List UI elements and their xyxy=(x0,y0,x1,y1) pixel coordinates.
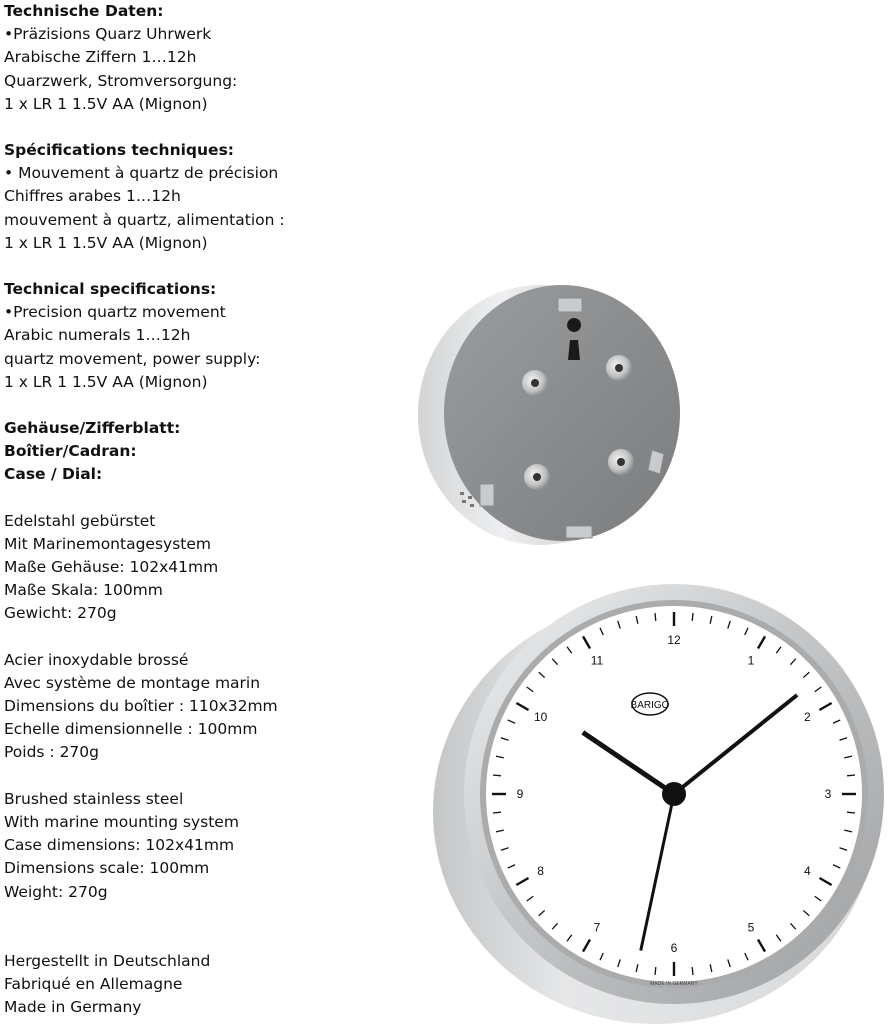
screw-hole xyxy=(533,473,541,481)
spec-line: Arabische Ziffern 1…12h xyxy=(4,48,197,67)
hour-numeral: 10 xyxy=(533,710,548,724)
spec-line: • Mouvement à quartz de précision xyxy=(4,164,279,183)
spec-heading-en: Technical specifications: xyxy=(4,280,217,299)
spec-line: 1 x LR 1 1.5V AA (Mignon) xyxy=(4,233,208,252)
spec-line: mouvement à quartz, alimentation : xyxy=(4,210,285,229)
clock-front-image xyxy=(430,580,893,1028)
spec-line: 1 x LR 1 1.5V AA (Mignon) xyxy=(4,372,208,391)
clip-bottom xyxy=(566,526,592,538)
hour-numeral: 9 xyxy=(516,787,524,801)
material-line: Avec système de montage marin xyxy=(4,673,261,692)
minute-tick xyxy=(847,775,855,776)
hour-numeral: 12 xyxy=(667,633,681,647)
case-heading-de: Gehäuse/Zifferblatt: xyxy=(4,419,181,438)
minute-tick xyxy=(655,967,656,975)
hour-numeral: 6 xyxy=(670,941,678,955)
material-line: Mit Marinemontagesystem xyxy=(4,534,211,553)
minute-tick xyxy=(655,613,656,621)
spec-line: 1 x LR 1 1.5V AA (Mignon) xyxy=(4,94,208,113)
material-line: Dimensions du boîtier : 110x32mm xyxy=(4,697,278,716)
spec-line: •Precision quartz movement xyxy=(4,303,226,322)
material-line: Dimensions scale: 100mm xyxy=(4,859,210,878)
clip-top xyxy=(558,298,582,312)
screw-hole xyxy=(615,364,623,372)
material-line: Echelle dimensionnelle : 100mm xyxy=(4,720,258,739)
clock-back-image xyxy=(412,280,692,550)
minute-tick xyxy=(692,967,693,975)
clip-left xyxy=(480,484,494,506)
material-line: Edelstahl gebürstet xyxy=(4,511,156,530)
back-plate xyxy=(444,285,680,541)
material-line: Gewicht: 270g xyxy=(4,604,117,623)
minute-tick xyxy=(692,613,693,621)
origin-line-de: Hergestellt in Deutschland xyxy=(4,951,211,970)
minute-tick xyxy=(493,812,501,813)
minute-tick xyxy=(847,812,855,813)
hour-numeral: 7 xyxy=(593,920,601,935)
material-line: Maße Skala: 100mm xyxy=(4,581,163,600)
spec-heading-fr: Spécifications techniques: xyxy=(4,141,234,160)
material-line: With marine mounting system xyxy=(4,812,239,831)
spec-line: quartz movement, power supply: xyxy=(4,349,261,368)
brand-text: BARIGO xyxy=(630,700,670,711)
screw-hole xyxy=(531,379,539,387)
case-heading-en: Case / Dial: xyxy=(4,465,103,484)
center-hub xyxy=(662,782,686,806)
spec-line: Arabic numerals 1…12h xyxy=(4,326,191,345)
spec-heading-de: Technische Daten: xyxy=(4,2,164,20)
hour-numeral: 1 xyxy=(747,653,755,668)
hour-numeral: 5 xyxy=(747,920,755,935)
material-line: Acier inoxydable brossé xyxy=(4,650,189,669)
material-line: Brushed stainless steel xyxy=(4,789,184,808)
dial-small-print: MADE IN GERMANY xyxy=(650,981,698,987)
hour-numeral: 11 xyxy=(590,653,604,668)
hour-numeral: 3 xyxy=(824,787,832,801)
material-line: Weight: 270g xyxy=(4,882,108,901)
spec-line: •Präzisions Quarz Uhrwerk xyxy=(4,25,212,44)
hour-numeral: 8 xyxy=(537,864,544,878)
specification-text xyxy=(4,0,304,1019)
hour-numeral: 2 xyxy=(804,710,811,724)
origin-line-en: Made in Germany xyxy=(4,998,142,1017)
material-line: Maße Gehäuse: 102x41mm xyxy=(4,558,219,577)
spec-line: Quarzwerk, Stromversorgung: xyxy=(4,71,238,90)
screw-hole xyxy=(617,458,625,466)
minute-tick xyxy=(493,775,501,776)
case-heading-fr: Boîtier/Cadran: xyxy=(4,442,137,461)
material-line: Case dimensions: 102x41mm xyxy=(4,836,235,855)
hour-numeral: 4 xyxy=(804,864,811,878)
spec-line: Chiffres arabes 1…12h xyxy=(4,187,181,206)
material-line: Poids : 270g xyxy=(4,743,99,762)
origin-line-fr: Fabriqué en Allemagne xyxy=(4,974,183,993)
